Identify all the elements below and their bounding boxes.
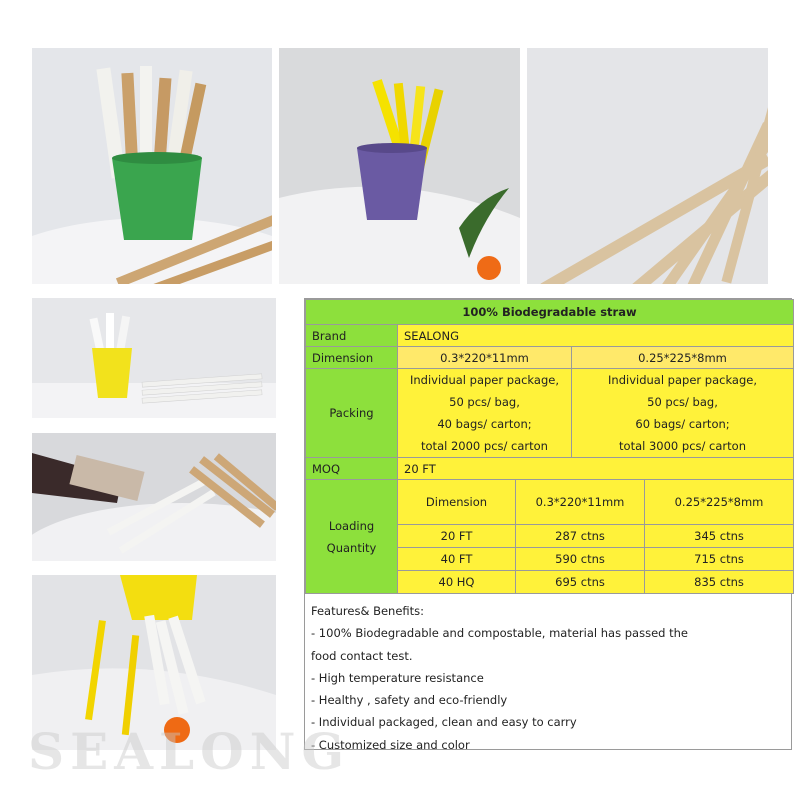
table-title: 100% Biodegradable straw — [306, 300, 794, 325]
spec-table-panel — [304, 298, 792, 750]
feature-line: - Customized size and color — [311, 737, 470, 752]
loading-header-cell: Dimension — [398, 480, 516, 525]
feature-line: - High temperature resistance — [311, 670, 484, 685]
brand-label: Brand — [306, 325, 398, 347]
packing2-line: Individual paper package, — [608, 373, 757, 387]
loading-header-cell: 0.25*225*8mm — [645, 480, 794, 524]
loading-quantity-label — [306, 480, 398, 594]
loading-header-dims — [516, 480, 794, 525]
photo-wrapped-straws-closeup — [527, 48, 768, 284]
loading-header-cell: 0.3*220*11mm — [516, 480, 645, 524]
moq-label: MOQ — [306, 458, 398, 480]
features-heading: Features& Benefits: — [311, 604, 425, 618]
feature-line: - Healthy , safety and eco-friendly — [311, 693, 508, 708]
dimension-value-1: 0.3*220*11mm — [398, 347, 572, 369]
dimension-label: Dimension — [306, 347, 398, 369]
packing2-line: total 3000 pcs/ carton — [619, 439, 746, 453]
photo-purple-cup-yellow-straws — [279, 48, 520, 284]
packing1-line: 40 bags/ carton; — [437, 417, 532, 431]
loading-values — [516, 548, 794, 571]
loading-values — [516, 571, 794, 594]
photo-bottle-with-straws — [32, 433, 276, 561]
loading-value: 345 ctns — [645, 525, 794, 547]
feature-line: food contact test. — [311, 648, 413, 663]
brand-value: SEALONG — [398, 325, 794, 347]
packing1-line: 50 pcs/ bag, — [449, 395, 520, 409]
feature-line: - 100% Biodegradable and compostable, material has passed the — [311, 626, 688, 641]
packing1-line: Individual paper package, — [410, 373, 559, 387]
packing1-line: total 2000 pcs/ carton — [421, 439, 548, 453]
spec-table — [305, 299, 794, 594]
loading-value: 590 ctns — [516, 548, 645, 570]
photo-yellow-cup-white-straws — [32, 298, 276, 418]
packing-cell-1 — [398, 369, 572, 458]
photo-green-cup-straws — [32, 48, 272, 284]
features-section — [305, 594, 791, 762]
loading-value: 695 ctns — [516, 571, 645, 593]
loading-values — [516, 525, 794, 548]
packing-label: Packing — [306, 369, 398, 458]
loading-container: 40 FT — [398, 548, 516, 571]
dimension-value-2: 0.25*225*8mm — [572, 347, 794, 369]
loading-container: 20 FT — [398, 525, 516, 548]
packing2-line: 60 bags/ carton; — [635, 417, 730, 431]
packing-cell-2 — [572, 369, 794, 458]
packing2-line: 50 pcs/ bag, — [647, 395, 718, 409]
brand-watermark: SEALONG — [28, 722, 351, 781]
loading-label-line: Loading — [328, 518, 375, 533]
moq-value: 20 FT — [398, 458, 794, 480]
loading-value: 287 ctns — [516, 525, 645, 547]
loading-container: 40 HQ — [398, 571, 516, 594]
loading-value: 715 ctns — [645, 548, 794, 570]
feature-line: - Individual packaged, clean and easy to carry — [311, 715, 577, 730]
loading-value: 835 ctns — [645, 571, 794, 593]
loading-label-line: Quantity — [326, 540, 377, 555]
